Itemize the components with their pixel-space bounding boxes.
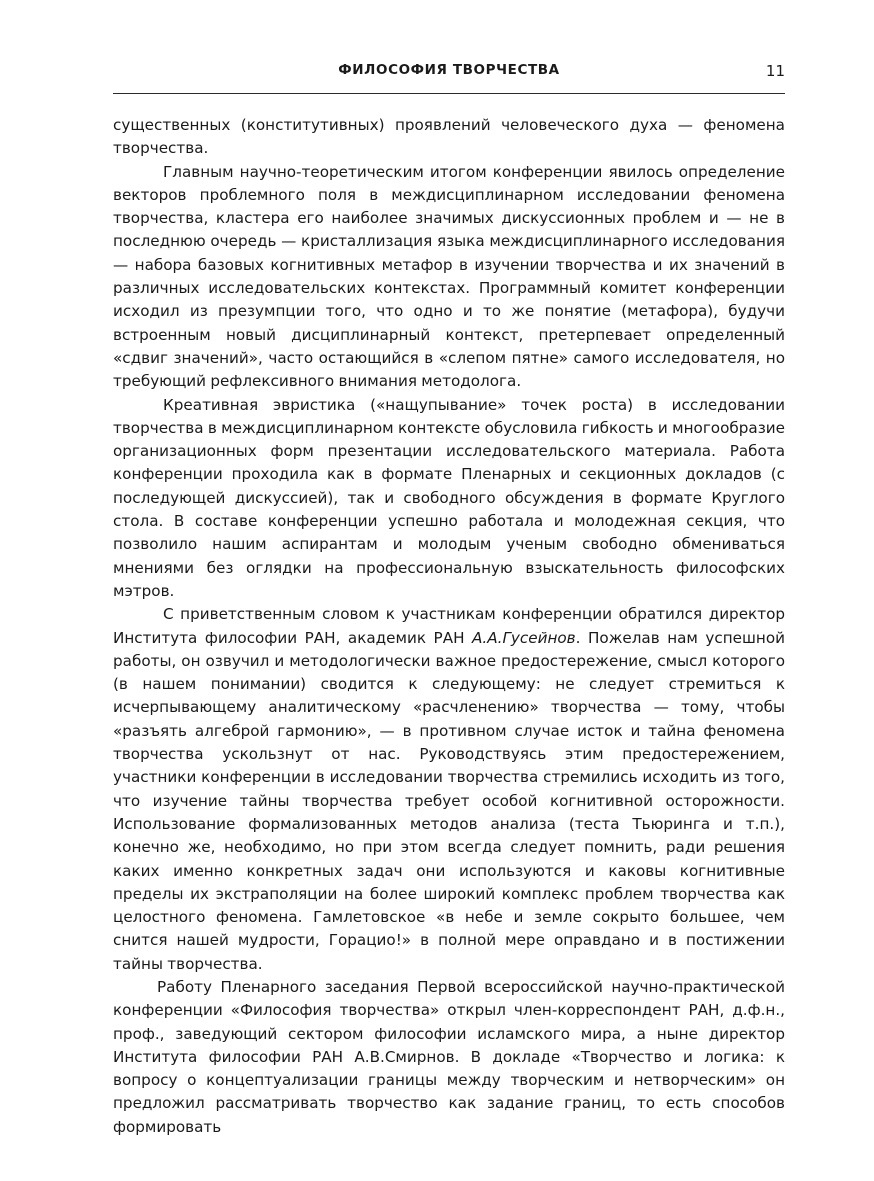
paragraph-continuation: существенных (конститутивных) проявлений человеческого духа — феномена творчества. [113,116,785,158]
welcome-text-rest: . Пожелав нам успешной работы, он озвучил и методологически важное предостережение, смысл которого (в нашем понимании) сводится к следующему: не следует стремиться к исчерпывающему аналитическому «расчленению» творчества — тому, чтобы «разъять алгеброй гармонию», — в противном случае исток и тайна феномена творчества ускользнут от нас. Руководствуясь этим предостережением, участники конференции в исследовании творчества стремились исходить из того, что изучение тайны творчества требует особой когнитивной осторожности. Использование формализованных методов анализа (теста Тьюринга и т.п.), конечно же, необходимо, но при этом всегда следует помнить, ради решения каких именно конкретных задач они используются и каковы когнитивные пределы их экстраполяции на более широкий комплекс проблем творчества как целостного феномена. Гамлетовское «в небе и земле сокрыто большее, чем снится нашей мудрости, Горацио!» в полной мере оправдано и в постижении тайны творчества. [113,628,785,973]
running-title: ФИЛОСОФИЯ ТВОРЧЕСТВА [338,62,560,78]
paragraph-creative-heuristics: Креативная эвристика («нащупывание» точек роста) в исследовании творчества в междисциплинарном контексте обусловила гибкость и многообразие организационных форм презентации исследовательского материала. Работа конференции проходила как в формате Пленарных и секционных докладов (с последующей дискуссией), так и свободного обсуждения в формате Круглого стола. В составе конференции успешно работала и молодежная секция, что позволило нашим аспирантам и молодым ученым свободно обмениваться мнениями без оглядки на профессиональную взыскательность философских мэтров. [113,395,785,600]
welcome-text-start: С приветственным словом к участникам конференции обратился директор Института философии РАН, академик РАН [113,605,785,647]
paragraph-welcome-speech [113,603,785,976]
paragraph-conference-results: Главным научно-теоретическим итогом конференции явилось определение векторов проблемного поля в междисциплинарном исследовании феномена творчества, кластера его наиболее значимых дискуссионных проблем и — не в последнюю очередь — кристаллизация языка междисциплинарного исследования — набора базовых когнитивных метафор в изучении творчества и их значений в различных исследовательских контекстах. Программный комитет конференции исходил из презумпции того, что одно и то же понятие (метафора), будучи встроенным новый дисциплинарный контекст, претерпевает определенный «сдвиг значений», часто остающийся в «слепом пятне» самого исследователя, но требующий рефлексивного внимания методолога. [113,162,785,391]
running-header [113,60,785,86]
academician-name: А.А.Гусейнов [472,628,576,647]
page-number: 11 [765,62,785,80]
header-rule [113,93,785,94]
body-text [113,114,785,1139]
paragraph-plenary-session: Работу Пленарного заседания Первой всероссийской научно-практической конференции «Философия творчества» открыл член-корреспондент РАН, д.ф.н., проф., заведующий сектором философии исламского мира, а ныне директор Института философии РАН А.В.Смирнов. В докладе «Творчество и логика: к вопросу о концептуализации границы между творческим и нетворческим» он предложил рассматривать творчество как задание границ, то есть способов формировать [113,977,785,1136]
